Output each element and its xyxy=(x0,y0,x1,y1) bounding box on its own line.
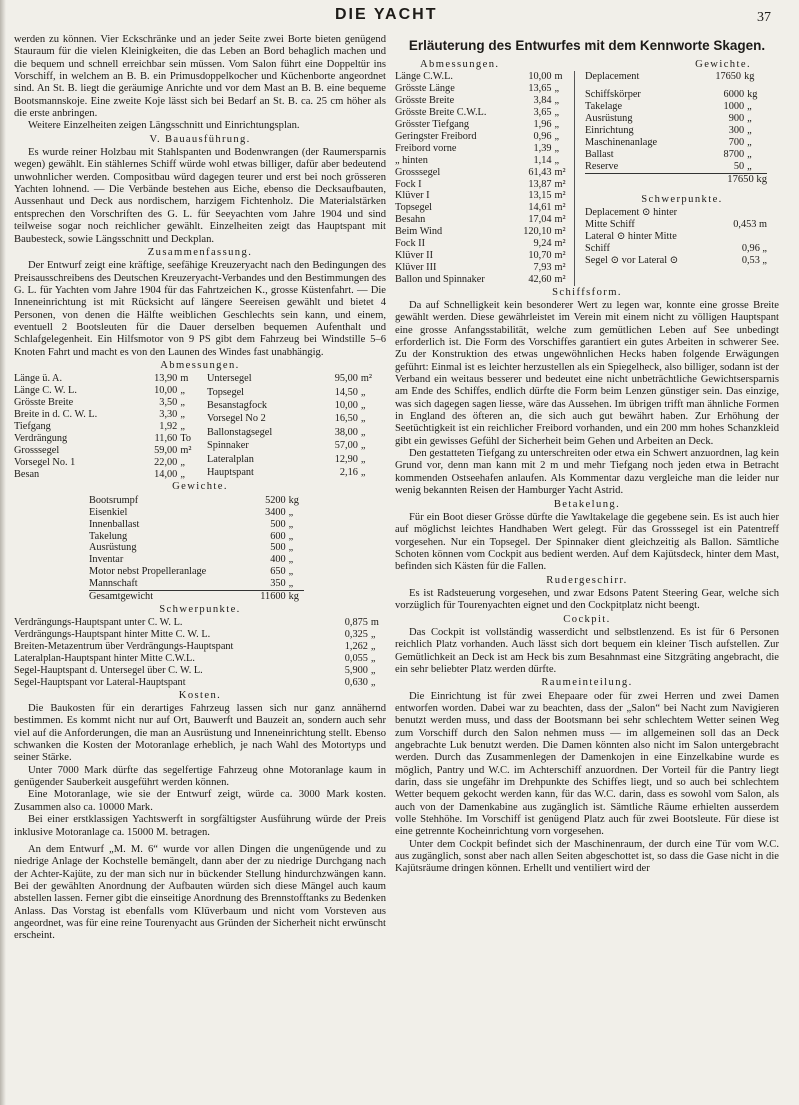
table-row xyxy=(585,161,767,173)
table-row xyxy=(395,214,570,226)
displacement-row xyxy=(585,71,767,83)
row-unit: m xyxy=(370,617,379,629)
row-label: Deplacement ⊙ hinter xyxy=(585,207,678,219)
paragraph: Es wurde reiner Holzbau mit Stahlspanten und Bodenwrangen (der Raumersparnis wegen) gewählt. Ein stählernes Schiff würde wohl etwas billiger, dafür aber bedeutend unwohnlicher werden. Compositbau würd dagegen teurer und erst bei noch grösseren Yachten lohnend. — Die Verbände bestehen aus Eiche, ebenso die Decksaufbauten, Aussenhaut und Deck aus nordischem, harzigem Fichtenholz. Die Materialstärken entsprechen den Vorschriften des G. L. für Seeyachten vom Jahre 1904 und sind teilweise sogar noch reichlicher gewählt. Einzelheiten zeigt das Hauptspant mit Baubesteck, sowie Längsschnitt und Deckplan. xyxy=(14,147,386,245)
row-unit: „ xyxy=(360,467,366,479)
table-row xyxy=(89,591,304,603)
row-label: Eisenkiel xyxy=(89,506,128,518)
row-label: Einrichtung xyxy=(585,124,634,136)
row-unit: m² xyxy=(554,249,566,261)
row-label: Ballast xyxy=(585,148,614,160)
row-value: 14,61 xyxy=(528,202,552,214)
paragraph: Eine Motoranlage, wie sie der Entwurf zeigt, würde ca. 3000 Mark kosten. Zusammen also ca. 10000 Mark. xyxy=(14,789,386,813)
row-unit: „ xyxy=(747,148,752,160)
page-fold-shadow xyxy=(0,0,6,1105)
row-unit: „ xyxy=(180,385,185,397)
table-row xyxy=(585,89,767,101)
section-heading: Schiffsform. xyxy=(552,286,622,298)
row-label: Hauptspant xyxy=(207,467,254,479)
paragraph: An dem Entwurf „M. M. 6“ wurde vor allen Dingen die ungenügende und zu niedrige Anlage der Kochstelle bemängelt, dann aber der zu niedrige Durchgang nach der Achter-Kajüte, zu der man sich nur in bückender Stellung hindurchzwängen kann. Bei der gewählten Anordnung der Aufbauten würden sich diese Mängel auch kaum abstellen lassen. Ferner gibt die einseitige Anordnung des Brennstofftanks zu Bedenken Anlass. Das Vorstag ist ebenfalls vom Klüverbaum und nicht vom Vorsteven aus angeordnet, was für eine reine Tourenyacht aus Gründen der Sicherheit nicht erwünscht erscheint. xyxy=(14,843,386,942)
table-row xyxy=(14,409,199,421)
weights-table xyxy=(89,495,304,603)
left-column xyxy=(14,34,386,943)
table-row xyxy=(14,629,384,641)
paragraph: Unter dem Cockpit befindet sich der Maschinenraum, der durch eine Tür vom W.C. aus zugänglich, sonst aber nach allen Seiten abgeschottet ist, so dass die Gase nicht in die Kajütsräume dringen können. Erhellt und ventiliert wird der xyxy=(395,838,779,875)
row-label: Grosssegel xyxy=(395,166,441,178)
section-heading: Cockpit. xyxy=(563,613,611,625)
row-unit: „ xyxy=(554,130,560,142)
table-row xyxy=(585,71,767,83)
paragraph: werden zu können. Vier Eckschränke und an jeder Seite zwei Borte bieten genügend Stauraum für die vielen Kleinigkeiten, die das Leben an Bord behaglich machen und die bequem und schnell erreichbar sein müssen. Vom Salon führt eine Doppeltür ins Vorschiff, in welchem an B. B. ein Primusdoppelkocher und Küchenborte angeordnet sind. An St. B. liegt die geräumige Anrichte und vor dem Mast an B. B. eine bequeme Bootsmannskoje. Eine zweite Koje lässt sich bei Bedarf an St. B. ca. 25 cm höher als die erste anbringen. xyxy=(14,34,386,120)
row-unit: „ xyxy=(747,113,752,125)
row-value: 9,24 xyxy=(533,238,552,250)
table-row xyxy=(207,467,382,480)
row-unit: kg xyxy=(288,591,299,603)
table-row xyxy=(207,373,382,386)
paragraph: Den gestatteten Tiefgang zu unterschreiten oder etwa ein Schwert anzuordnen, lag kein Grund vor, denn man kann mit 2 m und mehr Tiefgang noch jeden etwa in Betracht kommenden Ostseehafen anlaufen. Als Kommentar dazu vergleiche man die leider nur wenig bekannten Reisen der Hamburger Yacht Astrid. xyxy=(395,448,779,497)
row-label: Mannschaft xyxy=(89,578,138,590)
table-row xyxy=(395,274,570,286)
row-label: Motor nebst Propelleranlage xyxy=(89,566,207,578)
paragraph: Die Einrichtung ist für zwei Ehepaare oder für zwei Herren und zwei Damen entworfen worden. Dabei war zu beachten, dass der „Salon“ bei Nacht zum Navigieren benutzt werden muss, und dass der Bootsmann bei sehr schlechtem Wetter seinen Weg zum Vorschiff durch den Salon nehmen muss — im allgemeinen soll das an Deck angebrachte Luk benutzt werden. Die Damen könnten also nicht im Salon untergebracht werden. Durch das Zusammenlegen der Damenkojen in eine Einzelkabine wurde es möglich, Pantry und W.C. im Achterschiff anzuordnen. Der Vorteil für die Pantry liegt darin, dass sie ungefähr im Drehpunkte des Schiffes liegt, und so auch bei schlechtem Wetter bequem gekocht werden kann, für das W.C. darin, dass es sowohl vom Salon, als auch von der Damenkabine aus zugänglich ist. Sämtliche Räume erhielten ausserdem volle Stehhöhe. Im Vorschiff ist genügend Platz auch für zwei Bootsleute. Für diese ist eine getrennte Kocheinrichtung vorn vorgesehen. xyxy=(395,690,779,838)
table-row xyxy=(585,125,767,137)
row-value: 10,00 xyxy=(154,385,178,397)
paragraph: Für ein Boot dieser Grösse dürfte die Yawltakelage die gegebene sein. Es ist auch hier auf möglichst leichtes Handhaben Wert gelegt. Für das Grosssegel ist ein Patentreff vorgesehen. Nur ein Topsegel. Der Spinnaker dient gleichzeitig als Ballon. Sämtliche Schoten können vom Cockpit aus bedient werden. Auf dem Kajütsdeck, hinter dem Mast, befinden sich Kästen für die Fallen. xyxy=(395,511,779,573)
row-label: Topsegel xyxy=(395,202,433,214)
row-unit: „ xyxy=(747,101,752,113)
row-unit: m² xyxy=(554,190,566,202)
row-value: 0,453 m xyxy=(733,219,767,231)
row-unit: m xyxy=(554,71,563,83)
paragraph: Bei einer erstklassigen Yachtswerft in sorgfältigster Ausführung würde der Preis inklusive Motoranlage ca. 15000 M. betragen. xyxy=(14,814,386,838)
skagen-tables xyxy=(395,71,779,285)
row-label: „ hinten xyxy=(395,154,428,166)
row-label: Tiefgang xyxy=(14,420,51,432)
skagen-weights-table xyxy=(585,89,767,172)
row-value: 16,50 xyxy=(334,413,358,425)
table-row xyxy=(395,190,570,202)
row-value: 500 xyxy=(270,518,286,530)
row-unit: „ xyxy=(288,578,294,590)
row-value: 14,00 xyxy=(154,468,178,480)
table-row xyxy=(89,531,304,543)
row-value: 59,00 xyxy=(154,444,178,456)
row-value: 1,92 xyxy=(159,420,178,432)
table-row xyxy=(395,155,570,167)
row-unit: m² xyxy=(554,238,566,250)
row-label: Maschinenanlage xyxy=(585,136,658,148)
table-row xyxy=(207,413,382,426)
row-value: 0,875 xyxy=(344,617,368,629)
journal-title: DIE YACHT xyxy=(335,6,438,23)
row-label: Klüver III xyxy=(395,261,437,273)
table-row xyxy=(14,433,199,445)
table-row xyxy=(207,440,382,453)
dimensions-tables xyxy=(14,373,386,480)
row-value: 95,00 xyxy=(334,373,358,385)
row-unit: „ xyxy=(360,400,366,412)
table-row xyxy=(89,578,304,590)
row-label: Fock I xyxy=(395,178,422,190)
row-label: Mitte Schiff xyxy=(585,219,635,231)
row-value: 10,00 xyxy=(528,71,552,83)
dimensions-table-right xyxy=(207,373,382,480)
table-row xyxy=(585,149,767,161)
table-heading: Gewichte. xyxy=(172,481,228,493)
row-unit: m² xyxy=(554,261,566,273)
row-unit: „ xyxy=(180,397,185,409)
table-row xyxy=(207,387,382,400)
row-value: 350 xyxy=(270,578,286,590)
row-label: Grösste Breite xyxy=(14,397,74,409)
row-label: Verdrängung xyxy=(14,432,68,444)
row-label: Verdrängungs-Hauptspant hinter Mitte C. W. L. xyxy=(14,629,211,641)
row-label: Untersegel xyxy=(207,373,252,385)
row-unit: „ xyxy=(288,518,294,530)
table-row xyxy=(89,519,304,531)
table-row xyxy=(14,641,384,653)
row-unit: „ xyxy=(554,154,560,166)
row-value: 1000 xyxy=(723,101,745,113)
page-header xyxy=(0,4,799,26)
row-value: 22,00 xyxy=(154,456,178,468)
row-value: 0,53 „ xyxy=(741,254,767,266)
skagen-centres-table xyxy=(585,207,767,267)
row-label: Länge C.W.L. xyxy=(395,71,453,83)
row-unit: „ xyxy=(180,456,185,468)
row-value: 11600 xyxy=(260,591,286,603)
table-row xyxy=(395,238,570,250)
section-heading: Zusammenfassung. xyxy=(147,246,253,258)
row-value: 120,10 xyxy=(523,226,552,238)
table-row xyxy=(395,179,570,191)
row-value: 57,00 xyxy=(334,440,358,452)
row-label: Verdrängungs-Hauptspant unter C. W. L. xyxy=(14,617,183,629)
table-row xyxy=(207,454,382,467)
table-row xyxy=(14,397,199,409)
row-unit: „ xyxy=(554,83,560,95)
row-label: Segel-Hauptspant vor Lateral-Hauptspant xyxy=(14,676,186,688)
row-value: 13,90 xyxy=(154,373,178,385)
row-label: Fock II xyxy=(395,238,426,250)
row-unit: „ xyxy=(360,386,366,398)
table-row xyxy=(395,167,570,179)
row-value: 500 xyxy=(270,542,286,554)
row-value: 0,055 xyxy=(344,653,368,664)
row-value: 5200 xyxy=(265,494,286,506)
table-row xyxy=(14,653,384,665)
row-value: 2,16 xyxy=(339,467,358,479)
row-label: Takelage xyxy=(585,101,623,113)
row-unit: „ xyxy=(554,107,560,119)
row-label: Bootsrumpf xyxy=(89,494,139,506)
table-row xyxy=(395,143,570,155)
row-unit: m² xyxy=(554,273,566,285)
table-row xyxy=(585,137,767,149)
row-value: 11,60 xyxy=(154,432,178,444)
row-unit: „ xyxy=(554,142,560,154)
table-row xyxy=(395,107,570,119)
row-value: 38,00 xyxy=(334,426,358,438)
paragraph: Unter 7000 Mark dürfte das segelfertige Fahrzeug ohne Motoranlage kaum in genügender Sauberkeit ausgeführt werden können. xyxy=(14,764,386,789)
table-heading: Abmessungen. xyxy=(420,59,500,70)
section-heading: Raumeinteilung. xyxy=(541,677,633,689)
table-row xyxy=(89,566,304,578)
row-unit: m² xyxy=(554,202,566,214)
row-unit: „ xyxy=(180,420,185,432)
row-value: 3400 xyxy=(265,506,286,518)
row-label: Länge C. W. L. xyxy=(14,385,77,397)
row-label: Besanstagfock xyxy=(207,400,268,412)
row-label: Segel ⊙ vor Lateral ⊙ xyxy=(585,254,679,266)
row-label: Innenballast xyxy=(89,518,140,530)
row-value: 0,325 xyxy=(344,629,368,641)
row-value: 13,87 xyxy=(528,178,552,190)
row-value: 700 xyxy=(728,136,745,148)
paragraph: Die Baukosten für ein derartiges Fahrzeug lassen sich nur ganz annähernd bestimmen. Es kommt nicht nur auf Ort, Bauwerft und Bauzeit an, sondern auch sehr viel auf die Anforderungen, die man an Ausrüstung und Inneneinrichtung stellt. Ebenso schwanken die Kosten der Motoranlage erheblich, je nach Wahl des Motortyps und seiner Stärke. xyxy=(14,703,386,764)
row-unit: „ xyxy=(288,530,294,542)
row-label: Grösster Tiefgang xyxy=(395,118,470,130)
row-unit: „ xyxy=(360,426,366,438)
paragraph: Es ist Radsteuerung vorgesehen, und zwar Edsons Patent Steering Gear, welche sich vorzüglich für Tourenyachten eignet und den Cockpitplatz nicht beengt. xyxy=(395,587,779,612)
row-unit: m² xyxy=(360,373,372,385)
skagen-dimensions-table xyxy=(395,71,570,285)
table-row xyxy=(89,554,304,566)
row-value: 7,93 xyxy=(533,261,552,273)
row-label: Besahn xyxy=(395,214,426,226)
row-unit: m² xyxy=(554,178,566,190)
row-unit: m xyxy=(180,373,189,385)
row-value: 0,96 „ xyxy=(741,243,767,254)
row-value: 17,04 xyxy=(528,214,552,226)
table-row xyxy=(585,231,767,243)
row-value: 12,90 xyxy=(334,453,358,465)
row-label: Takelung xyxy=(89,530,128,542)
row-unit: „ xyxy=(370,664,376,676)
row-unit: „ xyxy=(288,542,294,554)
row-unit: m² xyxy=(180,444,192,456)
row-value: 3,30 xyxy=(159,409,178,420)
row-label: Inventar xyxy=(89,554,124,566)
row-label: Klüver I xyxy=(395,190,430,202)
row-unit: „ xyxy=(747,124,752,136)
row-value: 300 xyxy=(728,124,745,136)
row-value: 400 xyxy=(270,554,286,566)
row-value: 50 xyxy=(733,160,745,172)
table-row xyxy=(585,243,767,255)
table-headings xyxy=(395,59,779,71)
row-value: 13,15 xyxy=(528,190,552,202)
row-label: Grösste Breite xyxy=(395,95,455,107)
table-row xyxy=(395,71,570,83)
table-row xyxy=(395,119,570,131)
row-value: 3,84 xyxy=(533,95,552,107)
table-row xyxy=(395,262,570,274)
row-value: 3,65 xyxy=(533,107,552,119)
table-row xyxy=(14,457,199,469)
row-label: Gesamtgewicht xyxy=(89,591,154,603)
row-value: 0,96 xyxy=(533,130,552,142)
table-row xyxy=(14,665,384,677)
row-unit: „ xyxy=(288,554,294,566)
table-row xyxy=(89,495,304,507)
table-heading: Abmessungen. xyxy=(160,359,240,371)
row-label: Grösste Breite C.W.L. xyxy=(395,107,487,119)
section-heading: Kosten. xyxy=(178,689,222,701)
section-heading: Betakelung. xyxy=(553,498,621,510)
centres-table xyxy=(14,617,384,688)
row-label: Vorsegel No 2 xyxy=(207,413,266,425)
article-title: Erläuterung des Entwurfes mit dem Kennworte Skagen. xyxy=(408,38,766,53)
row-value: 8700 xyxy=(723,148,745,160)
table-row xyxy=(14,445,199,457)
table-row xyxy=(89,507,304,519)
row-value: 61,43 xyxy=(528,166,552,178)
row-value: 1,262 xyxy=(344,641,368,653)
row-value: 900 xyxy=(728,113,745,125)
table-row xyxy=(395,131,570,143)
row-unit: „ xyxy=(370,629,376,641)
table-row xyxy=(585,207,767,219)
row-unit: „ xyxy=(180,409,185,420)
dimensions-table-left xyxy=(14,373,199,480)
row-unit: „ xyxy=(370,653,376,664)
row-label: Grosssegel xyxy=(14,444,60,456)
row-value: 1,96 xyxy=(533,118,552,130)
row-unit: „ xyxy=(180,468,185,480)
row-unit: „ xyxy=(370,676,376,688)
row-unit: „ xyxy=(370,641,376,653)
row-label: Segel-Hauptspant d. Untersegel über C. W. L. xyxy=(14,664,203,676)
table-row xyxy=(207,427,382,440)
table-row xyxy=(395,95,570,107)
row-label: Ballonstagsegel xyxy=(207,426,273,438)
row-label: Lateral ⊙ hinter Mitte xyxy=(585,231,677,243)
row-label: Schiff xyxy=(585,243,610,254)
row-label: Geringster Freibord xyxy=(395,130,477,142)
row-unit: „ xyxy=(360,413,366,425)
row-label: Beim Wind xyxy=(395,226,443,238)
row-unit: „ xyxy=(360,440,366,452)
table-row xyxy=(89,542,304,554)
row-unit: kg xyxy=(747,89,758,101)
table-row xyxy=(585,113,767,125)
row-value: 1,39 xyxy=(533,142,552,154)
row-value xyxy=(719,207,767,219)
row-unit: m² xyxy=(554,214,566,226)
row-value xyxy=(719,231,767,243)
row-unit: „ xyxy=(360,453,366,465)
row-value: 10,70 xyxy=(528,249,552,261)
table-row xyxy=(14,469,199,481)
row-unit: „ xyxy=(554,118,560,130)
row-unit: kg xyxy=(288,494,299,506)
row-unit: „ xyxy=(747,160,752,172)
row-unit: kg xyxy=(744,71,755,83)
row-label: Lateralplan-Hauptspant hinter Mitte C.W.L. xyxy=(14,653,195,664)
row-value: 14,50 xyxy=(334,386,358,398)
table-heading: Schwerpunkte. xyxy=(159,603,241,615)
section-heading: V. Bauausführung. xyxy=(149,133,251,145)
row-label: Besan xyxy=(14,468,40,480)
table-row xyxy=(585,101,767,113)
table-row xyxy=(585,255,767,267)
table-row xyxy=(14,677,384,689)
row-label: Vorsegel No. 1 xyxy=(14,456,76,468)
row-value: 17650 xyxy=(715,71,742,83)
row-label: Grösste Länge xyxy=(395,83,455,95)
table-heading: Gewichte. xyxy=(695,59,751,70)
table-row xyxy=(207,400,382,413)
row-label: Ballon und Spinnaker xyxy=(395,273,485,285)
row-value: 13,65 xyxy=(528,83,552,95)
row-value: 42,60 xyxy=(528,273,552,285)
paragraph: Da auf Schnelligkeit kein besonderer Wert zu legen war, konnte eine grosse Breite gewählt werden. Diese gewährleistet im Verein mit einem nicht zu völligen Hauptspant eine grosse Anfangsstabilität, welche zum gemütlichen Leben auf See unbedingt erforderlich ist. Die Form des Vorschiffes garantiert ein gutes Arbeiten in schwerer See. Zu der Konstruktion des etwas ungewöhnlichen Hecks haben folgende Erwägungen geführt: Einmal ist es leichter herzustellen als ein Spiegelheck, also billiger, sodann ist der Verband ein weitaus besserer und bedeutet eine nicht unbeträchtliche Gewichtsersparnis am Ende des Schiffes, endlich dürfte die Form beim Lenzen günstiger sein. Das einzige, was sich dagegen sagen liesse, wäre das Aussehen. Im übrigen trifft man ähnliche Formen in England des öfteren an, die sich auch gut bewährt haben. Zur Erhöhung der Seetüchtigkeit ist ein reichlicher Freibord vorhanden, und ein 200 mm hohes Schanzkleid gibt ein gewisses Gefühl der Sicherheit beim Gehen und Arbeiten an Deck. xyxy=(395,300,779,447)
page-number: 37 xyxy=(757,10,771,25)
row-label: Topsegel xyxy=(207,386,245,398)
skagen-right-block xyxy=(574,71,779,285)
row-label: Deplacement xyxy=(585,71,640,83)
row-label: Ausrüstung xyxy=(89,542,137,554)
row-value: 6000 xyxy=(723,89,745,101)
row-unit: m² xyxy=(554,226,566,238)
row-unit: To xyxy=(180,432,192,444)
row-unit: „ xyxy=(554,95,560,107)
table-row xyxy=(395,226,570,238)
row-value: 600 xyxy=(270,530,286,542)
weights-total: 17650 kg xyxy=(585,173,767,186)
paragraph: Der Entwurf zeigt eine kräftige, seefähige Kreuzeryacht nach den Bedingungen des Preisausschreibens des Deutschen Kreuzeryacht-Verbandes und den Bestimmungen des G. L. für Yachten vom Jahre 1904 für das Fahrtzeichen K., grosse Küstenfahrt. — Die Inneneinrichtung ist mit Rücksicht auf längere Seereisen gewählt und bietet 4 Personen, von denen die Hälfte weiblichen Geschlechts sein kann, und einem, eventuell 2 Bootsleuten für die Dauer derselben bequemen Aufenthalt und Schlafgelegenheit. Ein Hilfsmotor von 9 PS gibt dem Fahrzeug bei Windstille 5–6 Knoten Fahrt und macht es von den Launen des Windes fast unabhängig. xyxy=(14,260,386,358)
row-value: 5,900 xyxy=(344,664,368,676)
row-unit: „ xyxy=(288,506,294,518)
table-row xyxy=(395,250,570,262)
table-row xyxy=(14,421,199,433)
table-heading: Schwerpunkte. xyxy=(641,193,723,205)
paragraph: Weitere Einzelheiten zeigen Längsschnitt und Einrichtungsplan. xyxy=(28,120,300,132)
table-row xyxy=(585,219,767,231)
table-row xyxy=(14,373,199,385)
row-label: Lateralplan xyxy=(207,453,254,465)
row-label: Reserve xyxy=(585,160,619,172)
row-label: Freibord vorne xyxy=(395,142,457,154)
row-unit: „ xyxy=(288,566,294,578)
row-label: Breite in d. C. W. L. xyxy=(14,409,98,420)
table-row xyxy=(14,617,384,629)
row-value: 10,00 xyxy=(334,400,358,412)
section-heading: Rudergeschirr. xyxy=(546,574,628,586)
row-label: Spinnaker xyxy=(207,440,249,452)
row-label: Länge ü. A. xyxy=(14,373,63,385)
row-label: Breiten-Metazentrum über Verdrängungs-Hauptspant xyxy=(14,641,234,653)
row-label: Schiffskörper xyxy=(585,89,641,101)
row-value: 0,630 xyxy=(344,676,368,688)
row-value: 3,50 xyxy=(159,397,178,409)
table-row xyxy=(395,83,570,95)
row-value: 650 xyxy=(270,566,286,578)
table-row xyxy=(14,385,199,397)
right-column xyxy=(395,34,779,876)
table-row xyxy=(395,202,570,214)
row-unit: m² xyxy=(554,166,566,178)
row-unit: „ xyxy=(747,136,752,148)
row-label: Klüver II xyxy=(395,249,434,261)
row-value: 1,14 xyxy=(533,154,552,166)
paragraph: Das Cockpit ist vollständig wasserdicht und selbstlenzend. Es ist für 6 Personen reichlich Platz vorhanden. Auch lässt sich dort bequem ein kleiner Tisch aufstellen. Zur Gemütlichkeit an Deck ist am Heck bis zum Besahnmast eine Sitzgräting angebracht, die ein sehr beliebter Platz werden dürfte. xyxy=(395,626,779,675)
row-label: Ausrüstung xyxy=(585,113,633,125)
